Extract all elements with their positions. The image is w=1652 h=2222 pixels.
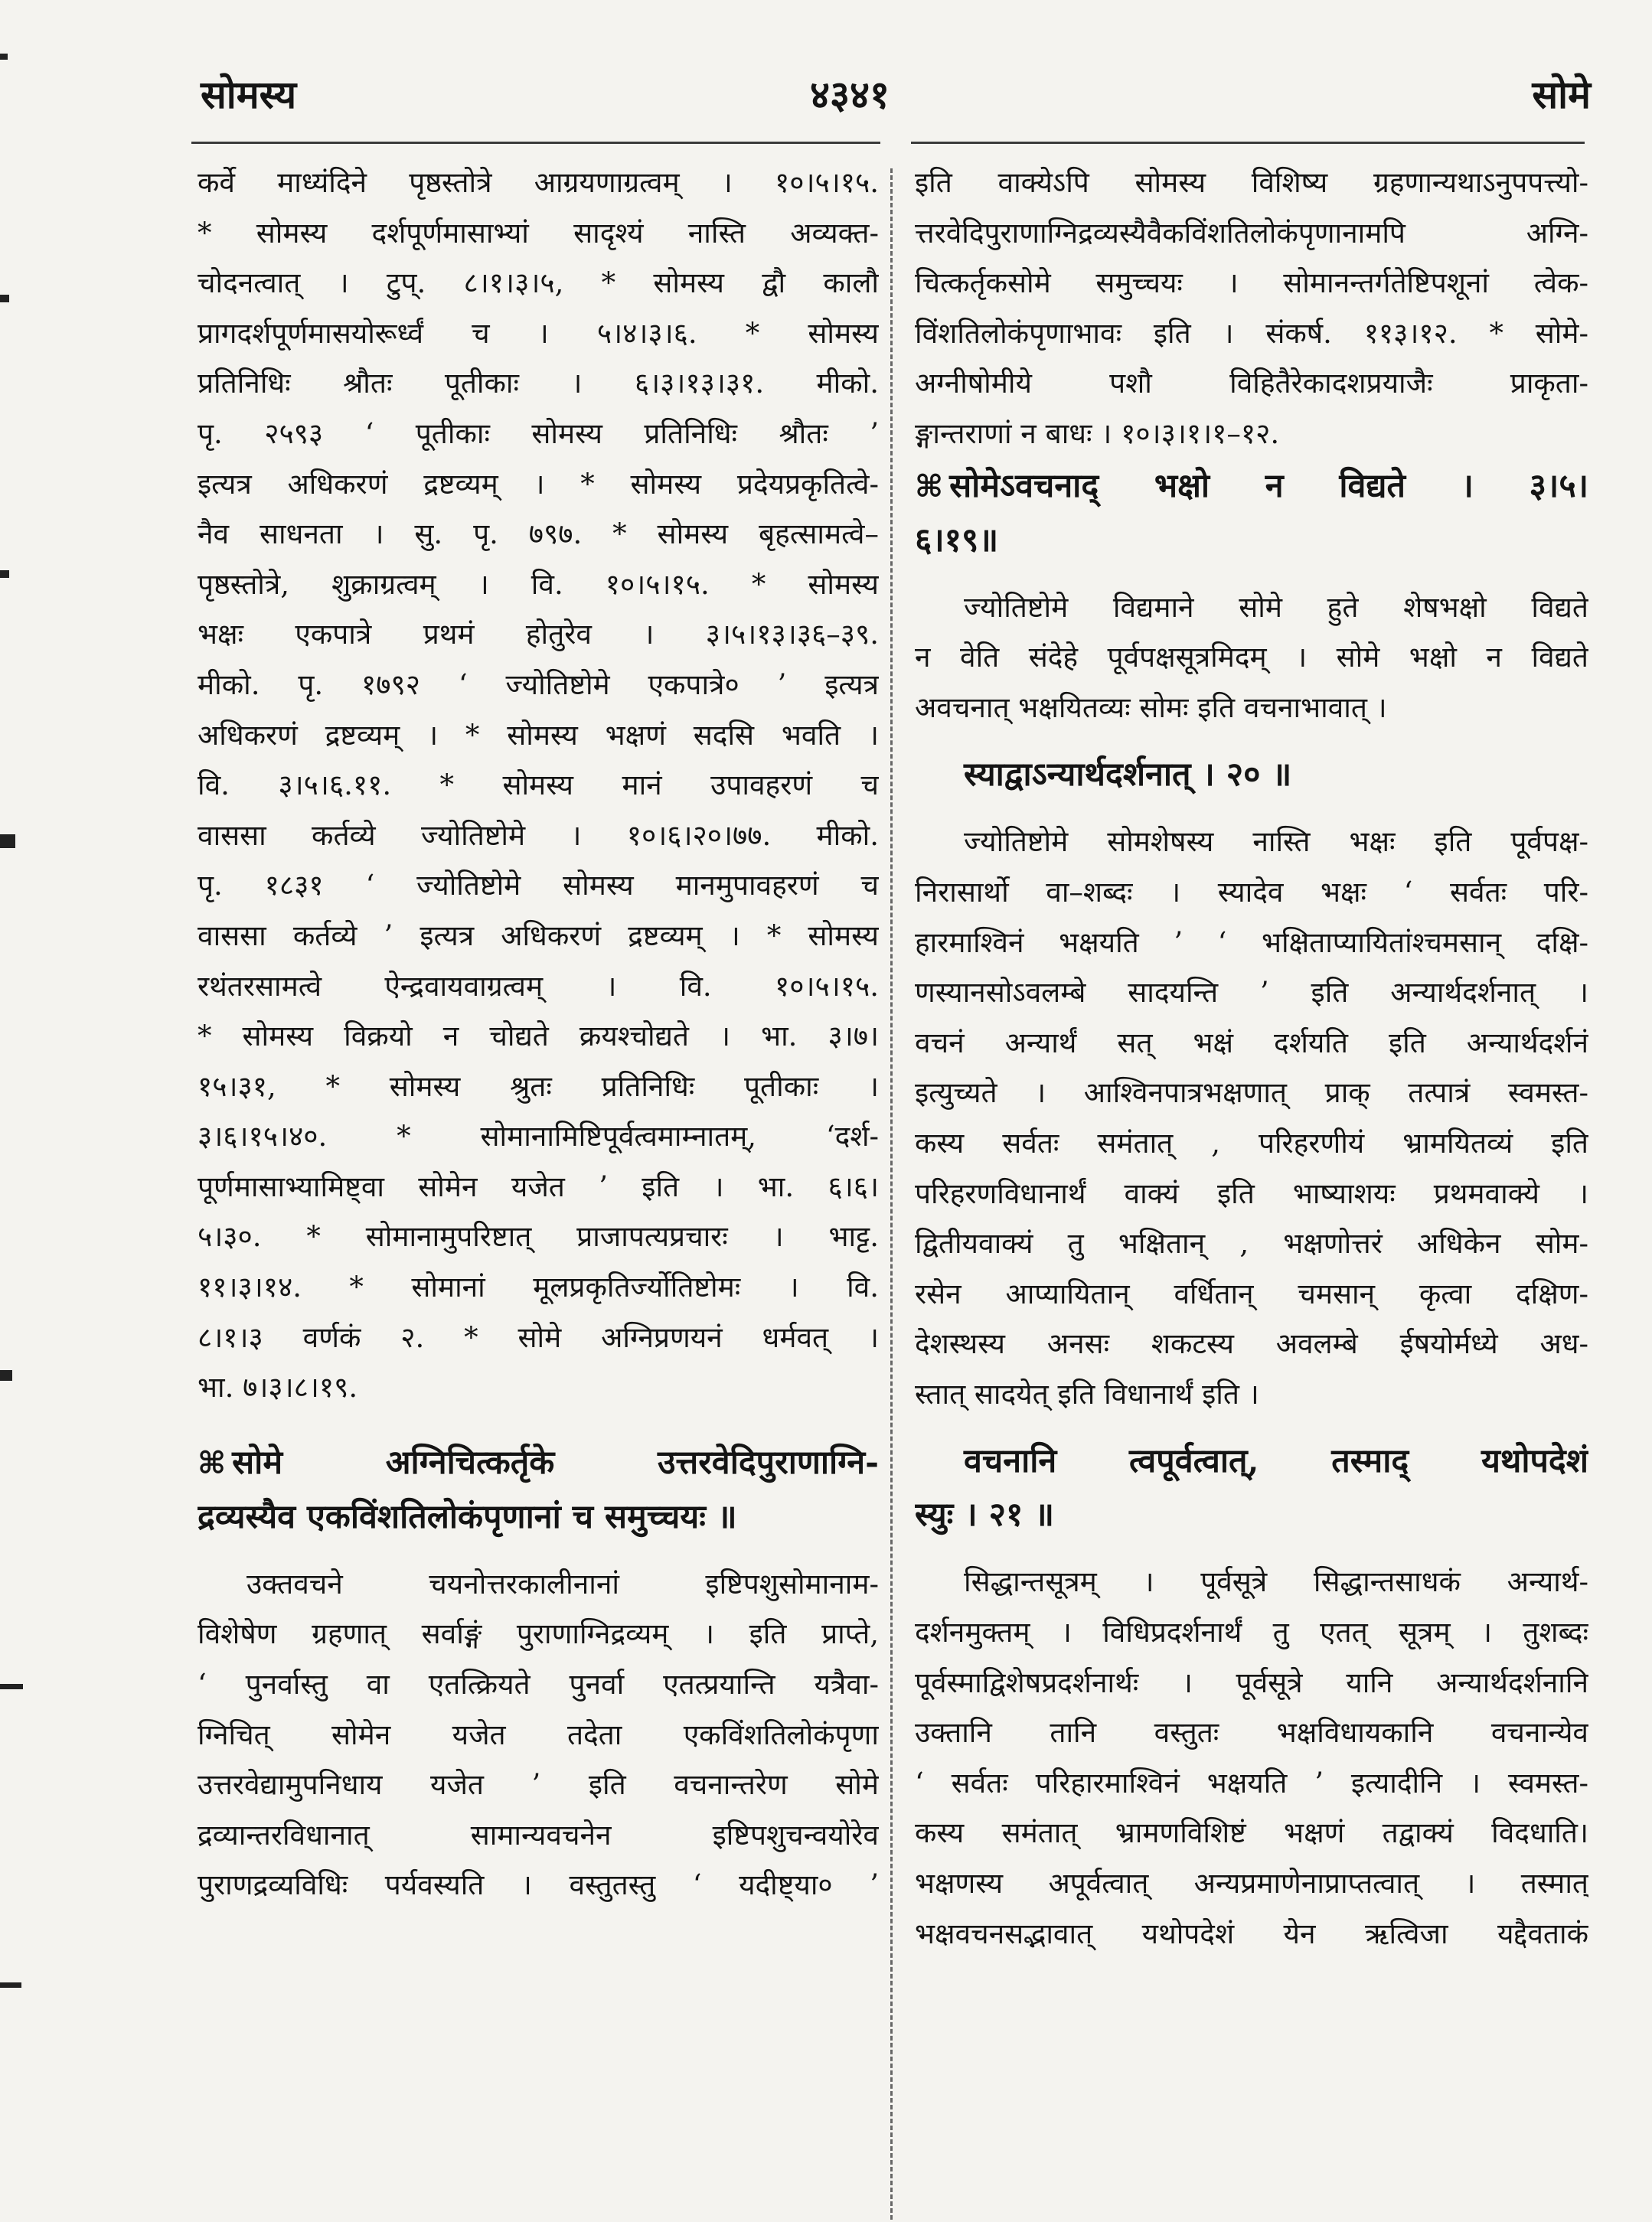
text-line: ज्योतिष्टोमे विद्यमाने सोमे हुते शेषभक्षो विद्यते: [964, 590, 1588, 624]
heading-line: वचनानि त्वपूर्वत्वात्, तस्माद् यथोपदेशं: [964, 1442, 1588, 1481]
text-line: ज्योतिष्टोमे सोमशेषस्य नास्ति भक्षः इति पूर्वपक्ष-: [964, 825, 1588, 859]
sutra-heading: [198, 1436, 879, 1544]
header-rule-right: [911, 142, 1585, 144]
text-line: निरासार्थो वा–शब्दः । स्यादेव भक्षः ‘ सर्वतः परि-: [915, 875, 1588, 909]
heading-line: द्रव्यस्यैव एकविंशतिलोकंपृणानां च समुच्चयः ॥: [198, 1497, 737, 1536]
running-head-left: सोमस्य: [201, 72, 297, 117]
text-line: विंशतिलोकंपृणाभावः इति । संकर्ष. ११३।१२. * सोमे-: [915, 316, 1588, 350]
text-line: भक्षणस्य अपूर्वत्वात् अन्यप्रमाणेनाप्राप्तत्वात् । तस्मात्: [915, 1867, 1588, 1901]
running-head-right: सोमे: [1532, 72, 1591, 117]
text-line: अग्नीषोमीये पशौ विहितैरेकादशप्रयाजैः प्राकृता-: [915, 367, 1588, 400]
sutra-heading: [915, 459, 1588, 567]
text-line: वि. ३।५।६.११. * सोमस्य मानं उपावहरणं च: [198, 768, 879, 802]
text-line: वचनं अन्यार्थं सत् भक्षं दर्शयति इति अन्यार्थदर्शनं: [915, 1026, 1588, 1059]
sutra-commentary: [915, 817, 1588, 1419]
text-line: सिद्धान्तसूत्रम् । पूर्वसूत्रे सिद्धान्तसाधकं अन्यार्थ-: [964, 1565, 1588, 1599]
text-line: णस्यानसोऽवलम्बे सादयन्ति ’ इति अन्यार्थदर्शनात् ।: [915, 976, 1588, 1010]
index-entries: [198, 158, 879, 1413]
sutra-heading: स्याद्वाऽन्यार्थदर्शनात् । २० ॥: [964, 755, 1292, 795]
text-line: वाससा कर्तव्ये ’ इत्यत्र अधिकरणं द्रष्टव्यम् । * सोमस्य: [198, 918, 879, 952]
scan-edge-mark: [0, 1684, 23, 1689]
text-line: ५।३०. * सोमानामुपरिष्टात् प्राजापत्यप्रचारः । भाट्ट.: [198, 1220, 879, 1254]
text-line: उत्तरवेद्यामुपनिधाय यजेत ’ इति वचनान्तरेण सोमे: [198, 1768, 879, 1802]
heading-line: सोमे अग्निचित्कर्तृके उत्तरवेदिपुराणाग्नि-: [232, 1443, 879, 1482]
text-line: इत्यत्र अधिकरणं द्रष्टव्यम् । * सोमस्य प्रदेयप्रकृतित्वे-: [198, 467, 879, 501]
scan-edge-mark: [0, 834, 15, 848]
text-line: कस्य समंतात् भ्रामणविशिष्टं भक्षणं तद्वाक्यं विदधाति।: [915, 1816, 1588, 1850]
scan-edge-mark: [0, 54, 8, 60]
text-line: कर्वे माध्यंदिने पृष्ठस्तोत्रे आग्रयणाग्रत्वम् । १०।५।१५.: [198, 166, 879, 199]
text-line: ‘ पुनर्वास्तु वा एतत्क्रियते पुनर्वा एतत्प्रयान्ति यत्रैवा-: [198, 1668, 879, 1702]
column-divider: [890, 168, 893, 2220]
scan-edge-mark: [0, 1982, 21, 1988]
text-line: रसेन आप्यायितान् वर्धितान् चमसान् कृत्वा दक्षिण-: [915, 1277, 1588, 1310]
text-line: नैव साधनता । सु. पृ. ७९७. * सोमस्य बृहत्सामत्वे–: [198, 517, 879, 551]
text-line: पृष्ठस्तोत्रे, शुक्राग्रत्वम् । वि. १०।५।१५. * सोमस्य: [198, 567, 879, 601]
sutra-commentary: [915, 582, 1588, 733]
text-line: रथंतरसामत्वे ऐन्द्रवायवाग्रत्वम् । वि. १०।५।१५.: [198, 969, 879, 1003]
text-line: ३।६।१५।४०. * सोमानामिष्टिपूर्वत्वमाम्नातम्, ‘दर्श-: [198, 1120, 879, 1153]
text-line: * सोमस्य विक्रयो न चोद्यते क्रयश्चोद्यते । भा. ३।७।: [198, 1020, 879, 1053]
text-line: भा. ७।३।८।१९.: [198, 1371, 358, 1405]
text-line: चोदनत्वात् । टुप्. ८।१।३।५, * सोमस्य द्वौ कालौ: [198, 266, 879, 300]
sutra-commentary: [198, 1559, 879, 1910]
text-line: अवचनात् भक्षयितव्यः सोमः इति वचनाभावात् ।: [915, 690, 1387, 724]
text-line: पूर्वस्माद्विशेषप्रदर्शनार्थः । पूर्वसूत्रे यानि अन्यार्थदर्शनानि: [915, 1666, 1588, 1699]
sutra-commentary: [915, 1557, 1588, 1959]
header-rule-left: [191, 142, 880, 144]
heading-line: ६।१९॥: [915, 520, 999, 560]
text-line: भक्षवचनसद्भावात् यथोपदेशं येन ऋत्विजा यद्दैवताकं: [915, 1917, 1588, 1950]
text-line: * सोमस्य दर्शपूर्णमासाभ्यां सादृश्यं नास्ति अव्यक्त-: [198, 216, 879, 250]
text-line: पुराणद्रव्यविधिः पर्यवस्यति । वस्तुतस्तु ‘ यदीष्ट्या० ’: [198, 1868, 879, 1902]
text-line: प्रतिनिधिः श्रौतः पूतीकाः । ६।३।१३।३१. मीको.: [198, 367, 879, 400]
text-line: ग्निचित् सोमेन यजेत तदेता एकविंशतिलोकंपृणा: [198, 1718, 879, 1751]
left-column: [198, 158, 879, 1910]
text-line: पूर्णमासाभ्यामिष्ट्वा सोमेन यजेत ’ इति । भा. ६।६।: [198, 1170, 879, 1203]
text-line: चित्कर्तृकसोमे समुच्चयः । सोमानन्तर्गतेष्टिपशूनां त्वेक-: [915, 266, 1588, 300]
scan-edge-mark: [0, 570, 9, 578]
text-line: अधिकरणं द्रष्टव्यम् । * सोमस्य भक्षणं सदसि भवति ।: [198, 718, 879, 752]
text-line: न वेति संदेहे पूर्वपक्षसूत्रमिदम् । सोमे भक्षो न विद्यते: [915, 641, 1588, 674]
scan-edge-mark: [0, 1370, 12, 1381]
text-line: स्तात् सादयेत् इति विधानार्थं इति ।: [915, 1377, 1259, 1411]
text-line: परिहरणविधानार्थं वाक्यं इति भाष्याशयः प्रथमवाक्ये ।: [915, 1176, 1588, 1210]
text-line: ८।१।३ वर्णकं २. * सोमे अग्निप्रणयनं धर्मवत् ।: [198, 1320, 879, 1354]
text-line: द्रव्यान्तरविधानात् सामान्यवचनेन इष्टिपशुचन्वयोरेव: [198, 1818, 879, 1852]
right-column: [915, 158, 1588, 1959]
text-line: इत्युच्यते । आश्विनपात्रभक्षणात् प्राक् तत्पात्रं स्वमस्त-: [915, 1076, 1588, 1110]
page-number: ४३४१: [810, 72, 890, 117]
text-line: उक्तानि तानि वस्तुतः भक्षविधायकानि वचनान्येव: [915, 1716, 1588, 1750]
scan-edge-mark: [0, 295, 9, 302]
sutra-marker-icon: ⌘: [915, 468, 944, 504]
text-line: ११।३।१४. * सोमानां मूलप्रकृतिर्ज्योतिष्टोमः । वि.: [198, 1271, 879, 1304]
text-line: मीको. पृ. १७९२ ‘ ज्योतिष्टोमे एकपात्रे० ’ इत्यत्र: [198, 667, 879, 701]
sutra-heading: [915, 1434, 1588, 1542]
text-line: द्वितीयवाक्यं तु भक्षितान् , भक्षणोत्तरं अधिकेन सोम-: [915, 1227, 1588, 1261]
text-line: कस्य सर्वतः समंतात् , परिहरणीयं भ्रामयितव्यं इति: [915, 1126, 1588, 1160]
text-line: ‘ सर्वतः परिहारमाश्विनं भक्षयति ’ इत्यादीनि । स्वमस्त-: [915, 1766, 1588, 1799]
text-line: दर्शनमुक्तम् । विधिप्रदर्शनार्थं तु एतत् सूत्रम् । तुशब्दः: [915, 1616, 1588, 1649]
text-line: भक्षः एकपात्रे प्रथमं होतुरेव । ३।५।१३।३६–३९.: [198, 618, 879, 651]
text-line: १५।३१, * सोमस्य श्रुतः प्रतिनिधिः पूतीकाः ।: [198, 1069, 879, 1103]
text-line: त्तरवेदिपुराणाग्निद्रव्यस्यैवैकविंशतिलोकंपृणानामपि अग्नि-: [915, 216, 1588, 250]
continued-commentary: [915, 158, 1588, 459]
text-line: उक्तवचने चयनोत्तरकालीनानां इष्टिपशुसोमानाम-: [246, 1567, 879, 1600]
text-line: इति वाक्येऽपि सोमस्य विशिष्य ग्रहणान्यथाऽनुपपत्त्यो-: [915, 166, 1588, 199]
text-line: पृ. १८३१ ‘ ज्योतिष्टोमे सोमस्य मानमुपावहरणं च: [198, 869, 879, 902]
heading-line: स्युः । २१ ॥: [915, 1496, 1055, 1535]
text-line: ङ्गान्तराणां न बाधः । १०।३।१।१–१२.: [915, 416, 1280, 450]
sutra-marker-icon: ⌘: [198, 1445, 227, 1481]
text-line: हारमाश्विनं भक्षयति ’ ‘ भक्षिताप्यायितांश्चमसान् दक्षि-: [915, 925, 1588, 959]
heading-line: सोमेऽवचनाद् भक्षो न विद्यते । ३।५।: [949, 466, 1588, 505]
text-line: वाससा कर्तव्ये ज्योतिष्टोमे । १०।६।२०।७७. मीको.: [198, 818, 879, 852]
text-line: विशेषेण ग्रहणात् सर्वाङ्गं पुराणाग्निद्रव्यम् । इति प्राप्ते,: [198, 1617, 879, 1651]
text-line: पृ. २५९३ ‘ पूतीकाः सोमस्य प्रतिनिधिः श्रौतः ’: [198, 416, 879, 450]
text-line: देशस्थस्य अनसः शकटस्य अवलम्बे ईषयोर्मध्ये अध-: [915, 1327, 1588, 1361]
text-line: प्रागदर्शपूर्णमासयोरूर्ध्वं च । ५।४।३।६. * सोमस्य: [198, 316, 879, 350]
